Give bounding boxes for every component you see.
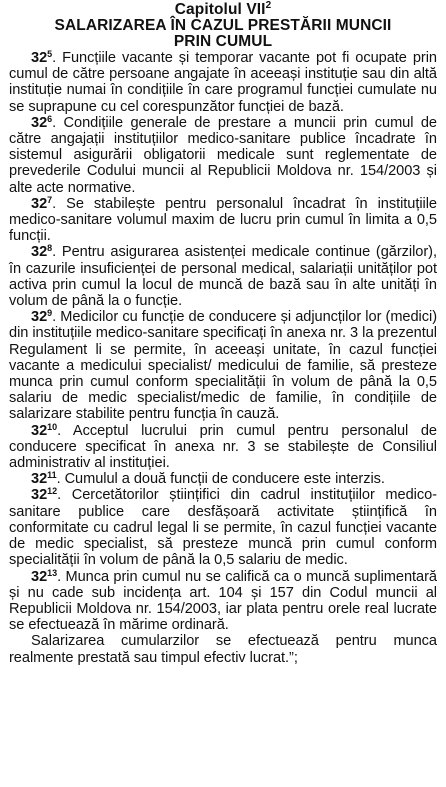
paragraph-number: $32^{11}$ [31,470,57,488]
paragraph-number: $32^8$ [31,243,53,261]
paragraph-number: $32^{12}$ [31,486,58,504]
paragraph-32-11: $32^{11}$. Cumulul a două funcții de conducere este interzis. [31,470,385,488]
paragraph-closing: Salarizarea cumularzilor se efectuează pentru munca realmente prestată sau timpul efectiv lucrat.”; [9,633,437,666]
paragraph-32-9: $32^9$. Medicilor cu funcție de conducere și adjuncților lor (medici) din instituțiile medico-sanitare specificați în anexa nr. 3 la prezentul Regulament li se permite, în aceeași unitate, în cazul funcției vacante a medicului specialist/ medicului de familie, să presteze munca prin cumul conform specialității în volum de până la 0,5 salariu de medic specialist/medic de familie, în condițiile de salarizare stabilite pentru funcția în cauză. [9,308,437,423]
paragraph-number: $32^9$ [31,308,53,326]
paragraph-32-6: $32^6$. Condițiile generale de prestare a muncii prin cumul de către angajații instituțiilor medico-sanitare publice încadrate în sistemul asigurării obligatorii medicale sunt reglementate de prevederile Codului muncii al Republicii Moldova nr. 154/2003 și alte acte normative. [9,113,437,196]
chapter-label-superscript: 2 [265,0,272,11]
paragraph-32-13: $32^{13}$. Munca prin cumul nu se califică ca o muncă suplimentară și nu cade sub incidența art. 104 și 157 din Codul muncii al Republicii Moldova nr. 154/2003, iar plata pentru orele real lucrate se efectuează în mărime ordinară. [9,567,437,634]
paragraph-number: $32^5$ [31,49,53,66]
paragraph-32-10: $32^{10}$. Acceptul lucrului prin cumul pentru personalul de conducere specificat în anexa nr. 3 se stabilește de Consiliul administrativ al instituției. [9,421,437,472]
chapter-title-line-1: SALARIZAREA ÎN CAZUL PRESTĂRII MUNCII [54,17,392,34]
paragraph-number: $32^{10}$ [31,421,58,439]
chapter-heading [9,2,437,50]
chapter-title-line-2: PRIN CUMUL [173,33,273,50]
paragraph-32-8: $32^8$. Pentru asigurarea asistenței medicale continue (gărzilor), în cazurile insuficienței de personal medical, salariații unităților pot activa prin cumul la locul de muncă de bază sau în alte unități în volum de până la o funcție. [9,243,437,310]
paragraph-32-5: $32^5$. Funcțiile vacante și temporar vacante pot fi ocupate prin cumul de către persoane angajate în aceeași instituție sau din altă instituție numai în condițiile în care programul funcției cumulate nu se suprapune cu cel corespunzător funcției de bază. [9,49,437,115]
paragraph-number: $32^6$ [31,113,53,131]
paragraph-number: $32^7$ [31,194,53,212]
paragraph-number: $32^{13}$ [31,567,58,585]
paragraph-32-7: $32^7$. Se stabilește pentru personalul încadrat în instituțiile medico-sanitare volumul maxim de lucru prin cumul în limita a 0,5 funcții. [9,194,437,245]
chapter-label: Capitolul VII$^2$ [174,0,272,18]
paragraph-32-12: $32^{12}$. Cercetătorilor științifici din cadrul instituțiilor medico-sanitare publice care desfășoară activitate științifică în conformitate cu cadrul legal li se permite, în cazul funcției vacante de medic specialist, să presteze muncă prin cumul conform specialității în volum de până la 0,5 salariu de medic. [9,486,437,569]
